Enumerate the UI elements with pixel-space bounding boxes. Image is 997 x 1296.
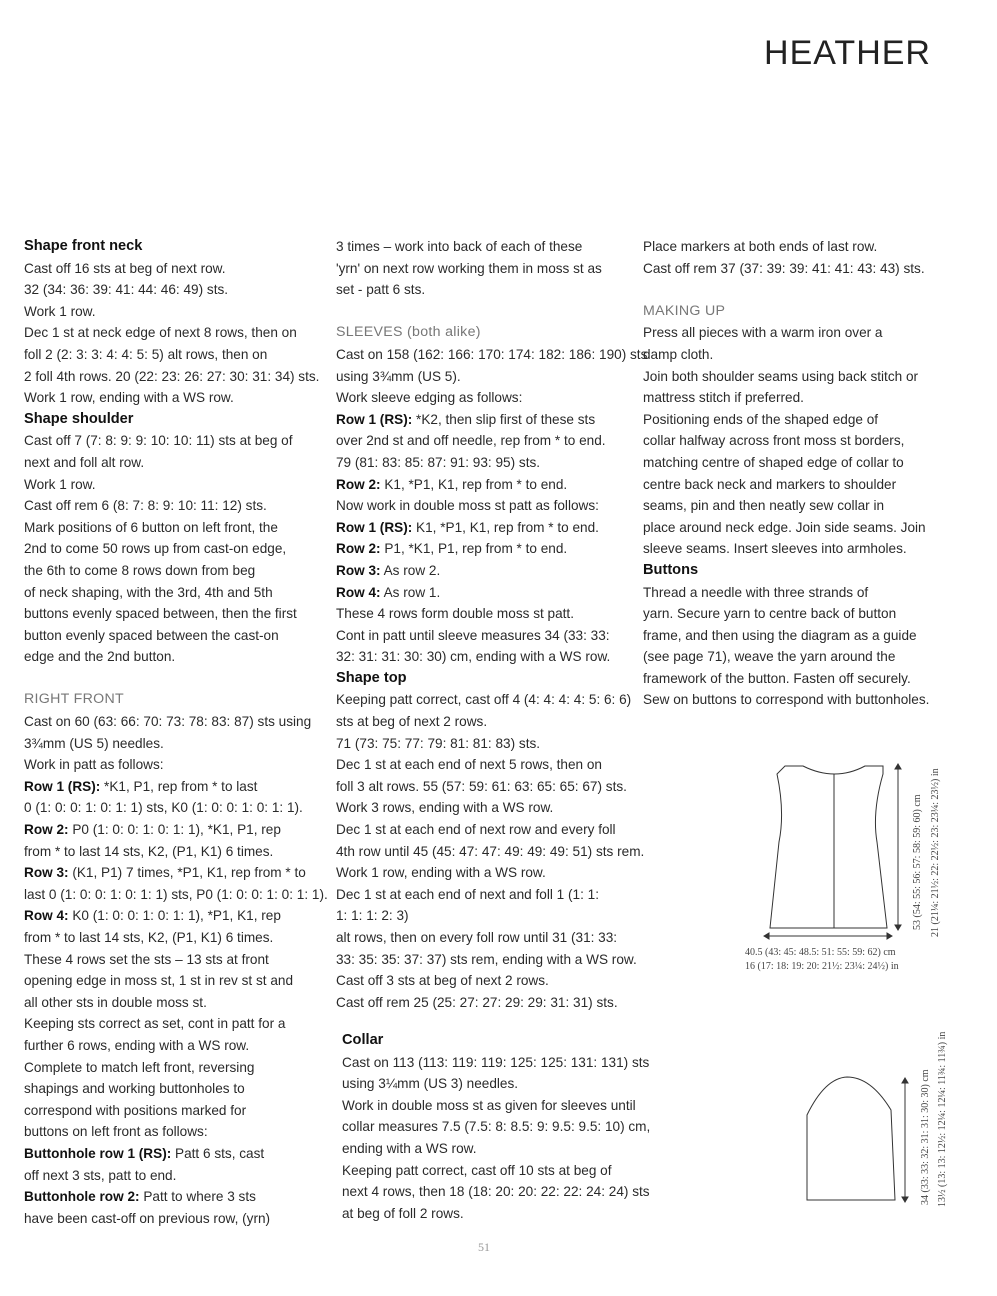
instruction-line: Cast on 158 (162: 166: 170: 174: 182: 186: 190) sts	[336, 346, 648, 362]
instruction-line: 32: 31: 31: 30: 30) cm, ending with a WS row.	[336, 649, 611, 665]
instruction-line: Work 3 rows, ending with a WS row.	[336, 800, 554, 816]
spacer	[332, 301, 636, 323]
instruction-line: at beg of foll 2 rows.	[342, 1205, 464, 1221]
instruction-line: buttons on left front as follows:	[24, 1124, 208, 1140]
row-label: Buttonhole row 2:	[24, 1189, 140, 1205]
row-text: K1, *P1, K1, rep from * to end.	[380, 476, 568, 492]
instruction-line: sleeve seams. Insert sleeves into armholes.	[643, 541, 907, 557]
row-label: Row 4:	[24, 908, 69, 924]
sleeve-length-cm: 34 (33: 33: 32: 31: 31: 30: 30) cm	[920, 1069, 931, 1205]
pattern-column-1	[24, 236, 328, 1229]
instruction-line: Cast off rem 6 (8: 7: 8: 9: 10: 11: 12) sts.	[24, 498, 267, 514]
instruction-line: correspond with positions marked for	[24, 1102, 247, 1118]
instruction-line: Keeping patt correct, cast off 4 (4: 4: 4: 4: 5: 6: 6)	[336, 692, 632, 708]
instruction-line: frame, and then using the diagram as a guide	[643, 627, 917, 643]
instruction-line: further 6 rows, ending with a WS row.	[24, 1037, 250, 1053]
row-text: *K1, P1, rep from * to last	[100, 778, 258, 794]
row-text: *K2, then slip first of these sts	[412, 411, 596, 427]
row-label: Row 4:	[336, 584, 381, 600]
instruction-line: from * to last 14 sts, K2, (P1, K1) 6 times.	[24, 930, 274, 945]
instruction-line: Complete to match left front, reversing	[24, 1059, 255, 1075]
row-label: Row 3:	[24, 865, 69, 881]
row-text: Patt 6 sts, cast	[171, 1145, 265, 1161]
instruction-line: the 6th to come 8 rows down from beg	[24, 562, 256, 578]
instruction-line: buttons evenly spaced between, then the first	[24, 606, 297, 622]
row-text: As row 2.	[380, 562, 441, 578]
instruction-line: off next 3 sts, patt to end.	[24, 1167, 177, 1183]
instruction-line: Keeping patt correct, cast off 10 sts at beg of	[342, 1162, 612, 1178]
instruction-line	[24, 1186, 324, 1208]
instruction-line	[332, 474, 636, 496]
subheading: Shape shoulder	[24, 410, 134, 427]
instruction-line: button evenly spaced between the cast-on	[24, 627, 279, 643]
row-text: As row 1.	[380, 584, 441, 600]
instruction-line: Cast off 16 sts at beg of next row.	[24, 260, 226, 276]
instruction-line: shapings and working buttonholes to	[24, 1081, 245, 1097]
instruction-line: mattress stitch if preferred.	[643, 390, 804, 406]
instruction-line: collar halfway across front moss st borders,	[643, 433, 905, 449]
instruction-line: edge and the 2nd button.	[24, 649, 176, 665]
instruction-line	[24, 776, 324, 798]
row-label: Row 2:	[336, 541, 381, 557]
collar-section	[342, 1030, 651, 1224]
subheading: Shape top	[336, 669, 407, 686]
page-number: 51	[478, 1240, 490, 1254]
instruction-line: last 0 (1: 0: 0: 1: 0: 1: 1) sts, P0 (1: 0: 0: 1: 0: 1: 1).	[24, 886, 328, 902]
instruction-line: collar measures 7.5 (7.5: 8: 8.5: 9: 9.5: 9.5: 10) cm,	[342, 1119, 651, 1135]
row-label: Row 3:	[336, 562, 381, 578]
instruction-line: Dec 1 st at neck edge of next 8 rows, then on	[24, 325, 297, 341]
instruction-line: Work 1 row.	[24, 303, 96, 319]
instruction-line: (see page 71), weave the yarn around the	[643, 649, 896, 665]
instruction-line: Dec 1 st at each end of next 5 rows, then on	[336, 757, 602, 773]
body-length-in: 21 (21¼: 21½: 22: 22½: 23: 23¼: 23½) in	[930, 768, 941, 937]
instruction-line: matching centre of shaped edge of collar to	[643, 454, 904, 470]
page-title: HEATHER	[764, 34, 931, 72]
spacer	[643, 279, 943, 301]
instruction-line: seams, pin and then neatly sew collar in	[643, 498, 885, 514]
subheading: Buttons	[643, 561, 699, 578]
spacer	[24, 668, 324, 690]
instruction-line: place around neck edge. Join side seams. Join	[643, 519, 926, 535]
length-arrow	[895, 764, 901, 930]
instruction-line: using 3¼mm (US 3) needles.	[342, 1076, 519, 1092]
instruction-line	[24, 862, 324, 884]
instruction-line: damp cloth.	[643, 346, 714, 362]
instruction-line: Sew on buttons to correspond with buttonholes.	[643, 692, 930, 708]
pattern-column-3	[643, 236, 943, 711]
instruction-line: all other sts in double moss st.	[24, 994, 207, 1010]
instruction-line: set - patt 6 sts.	[336, 282, 426, 298]
instruction-line: Now work in double moss st patt as follows:	[336, 498, 599, 514]
instruction-line: 1: 1: 1: 2: 3)	[336, 908, 409, 924]
instruction-line: Work 1 row, ending with a WS row.	[336, 865, 546, 881]
instruction-line: 2 foll 4th rows. 20 (22: 23: 26: 27: 30: 31: 34) sts.	[24, 368, 320, 384]
subheading: Shape front neck	[24, 238, 143, 254]
instruction-line: centre back neck and markers to shoulder	[643, 476, 897, 492]
row-text: P0 (1: 0: 0: 1: 0: 1: 1), *K1, P1, rep	[68, 822, 281, 838]
instruction-line: 71 (73: 75: 77: 79: 81: 81: 83) sts.	[336, 735, 541, 751]
instruction-line: ending with a WS row.	[342, 1140, 477, 1156]
body-schematic-diagram	[730, 712, 950, 977]
instruction-line: using 3¾mm (US 5).	[336, 368, 461, 384]
row-text: Patt to where 3 sts	[139, 1189, 256, 1205]
width-arrow	[764, 933, 892, 939]
instruction-line: Thread a needle with three strands of	[643, 584, 869, 600]
row-text: (K1, P1) 7 times, *P1, K1, rep from * to	[68, 865, 306, 881]
instruction-line: Cast off 7 (7: 8: 9: 9: 10: 10: 11) sts at beg of	[24, 433, 293, 449]
row-text: P1, *K1, P1, rep from * to end.	[380, 541, 568, 557]
instruction-line	[332, 582, 636, 604]
instruction-line: next 4 rows, then 18 (18: 20: 20: 22: 22: 24: 24) sts	[342, 1184, 650, 1200]
instruction-line: Work in double moss st as given for sleeves until	[342, 1097, 636, 1113]
instruction-line: Positioning ends of the shaped edge of	[643, 411, 879, 427]
instruction-line: 'yrn' on next row working them in moss st as	[336, 260, 602, 276]
instruction-line: Work in patt as follows:	[24, 757, 164, 773]
instruction-line: Join both shoulder seams using back stitch or	[643, 368, 919, 384]
instruction-line: 3¾mm (US 5) needles.	[24, 735, 164, 751]
instruction-line: 0 (1: 0: 0: 1: 0: 1: 1) sts, K0 (1: 0: 0: 1: 0: 1: 1).	[24, 800, 303, 816]
instruction-line: Cast off rem 25 (25: 27: 27: 29: 29: 31: 31) sts.	[336, 994, 618, 1010]
instruction-line	[24, 819, 324, 841]
instruction-line	[332, 538, 636, 560]
instruction-line: 33: 35: 35: 37: 37) sts rem, ending with a WS row.	[336, 951, 637, 967]
pattern-column-2	[332, 236, 648, 1013]
instruction-line: 79 (81: 83: 85: 87: 91: 93: 95) sts.	[336, 454, 541, 470]
instruction-line	[24, 905, 324, 927]
sleeve-length-arrow	[902, 1078, 908, 1202]
instruction-line: opening edge in moss st, 1 st in rev st st and	[24, 973, 294, 989]
sleeve-length-in: 13½ (13: 13: 12½: 12¼: 12¼: 11¾: 11¾) in	[937, 1031, 948, 1207]
instruction-line: Dec 1 st at each end of next and foll 1 (1: 1:	[336, 886, 599, 902]
row-label: Row 2:	[336, 476, 381, 492]
row-label: Row 1 (RS):	[336, 519, 413, 535]
instruction-line: foll 2 (2: 3: 3: 4: 4: 5: 5) alt rows, then on	[24, 346, 268, 362]
instruction-line: next and foll alt row.	[24, 454, 145, 470]
instruction-line: Keeping sts correct as set, cont in patt for a	[24, 1016, 286, 1032]
instruction-line: 2nd to come 50 rows up from cast-on edge,	[24, 541, 287, 557]
instruction-line	[332, 517, 636, 539]
row-text: K0 (1: 0: 0: 1: 0: 1: 1), *P1, K1, rep	[68, 908, 281, 924]
instruction-line: sts at beg of next 2 rows.	[336, 714, 488, 730]
instruction-line	[332, 409, 636, 431]
instruction-line: Cont in patt until sleeve measures 34 (33: 33:	[336, 627, 610, 643]
instruction-line: Mark positions of 6 button on left front, the	[24, 519, 278, 535]
instruction-line: yarn. Secure yarn to centre back of button	[643, 606, 897, 622]
body-width-cm: 40.5 (43: 45: 48.5: 51: 55: 59: 62) cm	[745, 947, 896, 958]
instruction-line: 4th row until 45 (45: 47: 47: 49: 49: 49: 51) sts rem.	[336, 843, 645, 859]
subheading: Collar	[342, 1032, 384, 1048]
instruction-line: framework of the button. Fasten off securely.	[643, 670, 911, 686]
body-outline	[770, 766, 887, 928]
instruction-line: Cast off rem 37 (37: 39: 39: 41: 41: 43: 43) sts.	[643, 260, 925, 276]
body-width-in: 16 (17: 18: 19: 20: 21½: 23¼: 24½) in	[745, 961, 899, 972]
instruction-line: Work sleeve edging as follows:	[336, 390, 523, 406]
row-label: Row 2:	[24, 822, 69, 838]
instruction-line: Cast on 113 (113: 119: 119: 125: 125: 131: 131) sts	[342, 1054, 650, 1070]
instruction-line: These 4 rows set the sts – 13 sts at front	[24, 951, 269, 967]
instruction-line	[24, 1143, 324, 1165]
instruction-line: Place markers at both ends of last row.	[643, 239, 878, 254]
instruction-line: 3 times – work into back of each of these	[336, 239, 583, 254]
instruction-line: Press all pieces with a warm iron over a	[643, 325, 883, 341]
sleeve-schematic-diagram	[795, 985, 955, 1215]
instruction-line: from * to last 14 sts, K2, (P1, K1) 6 times.	[24, 843, 274, 859]
row-text: K1, *P1, K1, rep from * to end.	[412, 519, 599, 535]
instruction-line: 32 (34: 36: 39: 41: 44: 46: 49) sts.	[24, 282, 229, 298]
instruction-line: Work 1 row, ending with a WS row.	[24, 390, 234, 406]
instruction-line: alt rows, then on every foll row until 31 (31: 33:	[336, 930, 618, 945]
instruction-line: These 4 rows form double moss st patt.	[336, 606, 574, 622]
row-label: Buttonhole row 1 (RS):	[24, 1145, 172, 1161]
instruction-line: foll 3 alt rows. 55 (57: 59: 61: 63: 65: 65: 67) sts.	[336, 778, 627, 794]
instruction-line: have been cast-off on previous row, (yrn)	[24, 1210, 271, 1226]
instruction-line: Cast off 3 sts at beg of next 2 rows.	[336, 973, 549, 989]
instruction-line: of neck shaping, with the 3rd, 4th and 5th	[24, 584, 273, 600]
instruction-line: Work 1 row.	[24, 476, 96, 492]
body-length-cm: 53 (54: 55: 56: 57: 58: 59: 60) cm	[912, 794, 923, 930]
section-heading: RIGHT FRONT	[24, 691, 124, 708]
row-label: Row 1 (RS):	[336, 411, 413, 427]
row-label: Row 1 (RS):	[24, 778, 101, 794]
section-heading: MAKING UP	[643, 302, 726, 319]
instruction-line	[332, 560, 636, 582]
instruction-line: Dec 1 st at each end of next row and every foll	[336, 822, 616, 838]
section-heading: SLEEVES (both alike)	[336, 324, 481, 341]
sleeve-outline	[807, 1077, 895, 1200]
instruction-line: Cast on 60 (63: 66: 70: 73: 78: 83: 87) sts using	[24, 714, 312, 730]
instruction-line: over 2nd st and off needle, rep from * to end.	[336, 433, 606, 449]
